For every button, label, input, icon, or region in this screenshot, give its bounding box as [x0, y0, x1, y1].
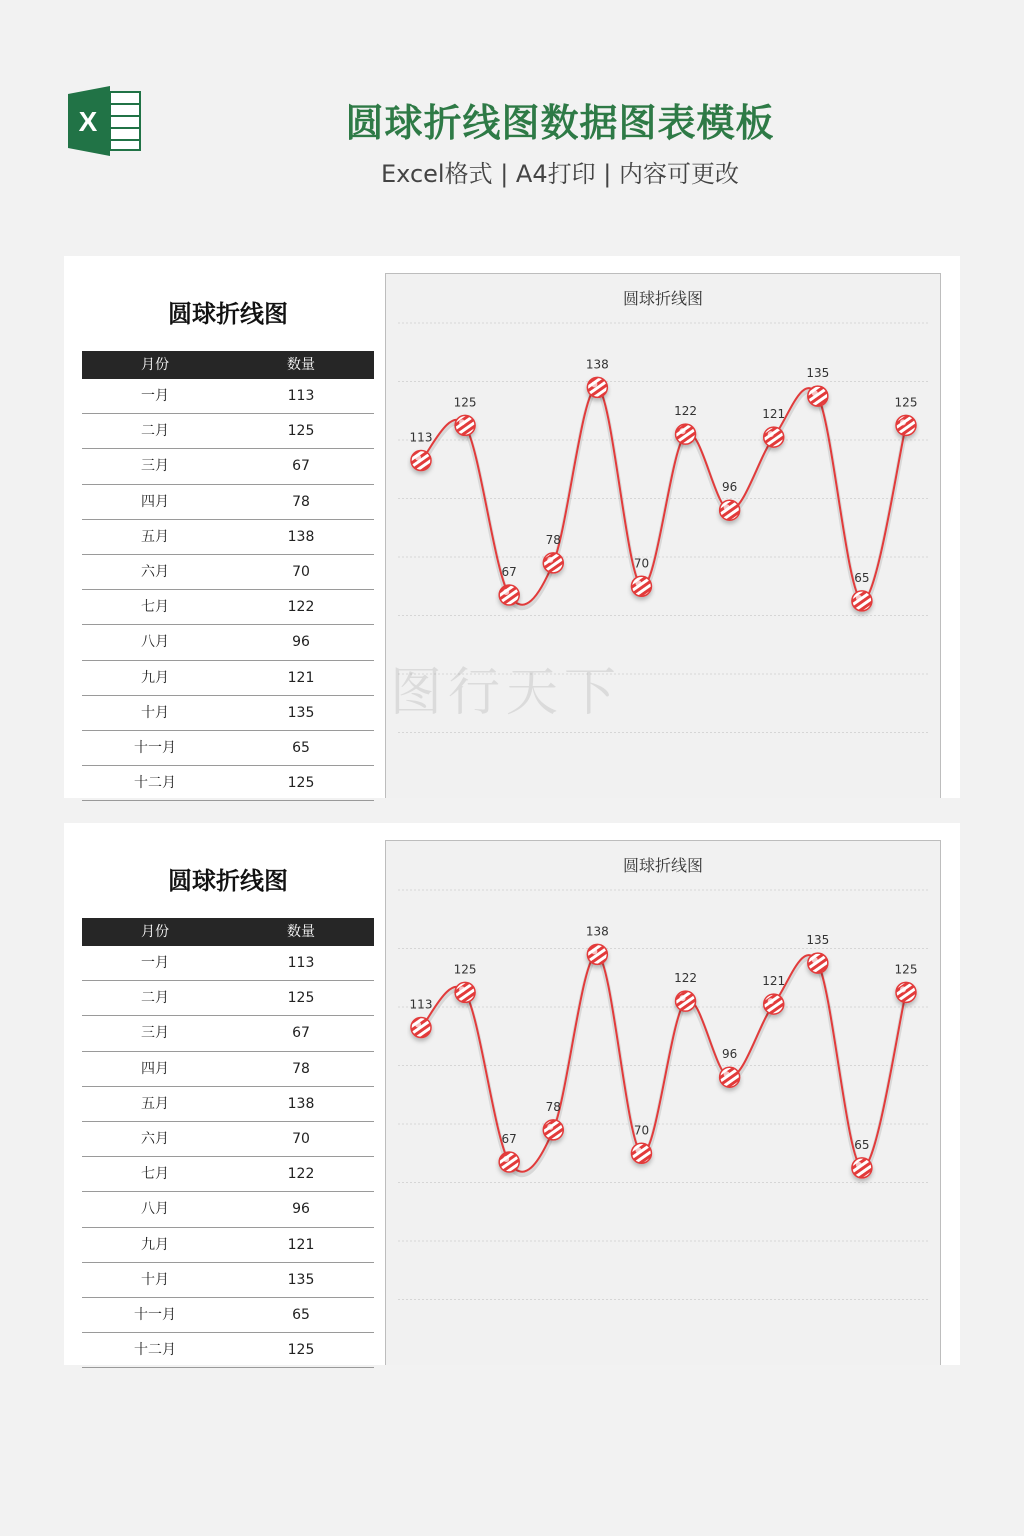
month-cell: 一月 [141, 388, 169, 404]
quantity-cell: 96 [292, 634, 310, 651]
month-cell: 二月 [141, 423, 169, 440]
data-label: 125 [453, 395, 477, 410]
month-cell: 三月 [141, 1025, 169, 1042]
quantity-cell: 138 [287, 1095, 315, 1112]
month-cell: 五月 [141, 528, 169, 545]
series-line [421, 387, 906, 604]
quantity-cell: 67 [292, 1025, 310, 1042]
quantity-cell: 113 [287, 388, 315, 404]
quantity-cell: 135 [287, 1271, 315, 1288]
data-point-marker [676, 424, 696, 444]
table-row [82, 1333, 374, 1368]
month-cell: 四月 [141, 493, 169, 510]
month-cell: 七月 [141, 599, 169, 616]
excel-logo-icon [66, 86, 142, 156]
data-label: 113 [409, 997, 433, 1012]
month-cell: 六月 [141, 563, 169, 580]
data-label: 125 [894, 395, 918, 410]
line-chart [385, 840, 941, 1365]
data-label: 65 [854, 1137, 870, 1152]
month-cell: 四月 [141, 1060, 169, 1077]
quantity-cell: 125 [287, 990, 315, 1007]
quantity-cell: 121 [287, 1236, 315, 1253]
data-point-marker [631, 576, 651, 596]
page-subtitle: Excel格式 | A4打印 | 内容可更改 [381, 160, 739, 188]
table-row [82, 449, 374, 484]
column-header-month: 月份 [141, 357, 169, 373]
watermark: 图行天下 [390, 663, 623, 723]
table-row [82, 1192, 374, 1227]
quantity-cell: 67 [292, 458, 310, 475]
chart-plot [386, 841, 942, 1366]
month-cell: 六月 [141, 1130, 169, 1147]
data-point-marker [764, 427, 784, 447]
table-row [82, 590, 374, 625]
month-cell: 十月 [141, 1271, 169, 1288]
table-row [82, 379, 374, 414]
month-cell: 二月 [141, 990, 169, 1007]
quantity-cell: 125 [287, 423, 315, 440]
table-row [82, 661, 374, 696]
table-row [82, 1087, 374, 1122]
data-point-marker [543, 553, 563, 573]
excel-logo-letter: X [78, 106, 98, 137]
column-header-quantity: 数量 [287, 924, 315, 940]
month-cell: 八月 [141, 634, 169, 651]
table-row [82, 981, 374, 1016]
table-row [82, 1157, 374, 1192]
data-point-marker [499, 585, 519, 605]
quantity-cell: 78 [292, 493, 310, 510]
data-point-marker [896, 982, 916, 1002]
month-cell: 十月 [141, 704, 169, 721]
quantity-cell: 113 [287, 955, 315, 971]
table-row [82, 1052, 374, 1087]
data-point-marker [676, 991, 696, 1011]
column-header-month: 月份 [141, 924, 169, 940]
data-label: 67 [501, 565, 517, 580]
data-table [82, 918, 374, 1359]
table-body [82, 946, 374, 1368]
data-label: 113 [409, 430, 433, 445]
data-point-marker [808, 386, 828, 406]
data-label: 122 [674, 971, 697, 986]
table-title: 圆球折线图 [168, 867, 288, 895]
quantity-cell: 122 [287, 599, 315, 616]
month-cell: 七月 [141, 1166, 169, 1183]
table-row [82, 520, 374, 555]
quantity-cell: 96 [292, 1201, 310, 1218]
data-point-marker [499, 1152, 519, 1172]
data-point-marker [808, 953, 828, 973]
data-point-marker [543, 1120, 563, 1140]
table-row [82, 414, 374, 449]
data-label: 65 [854, 570, 870, 585]
table-row [82, 1122, 374, 1157]
data-label: 121 [762, 407, 786, 422]
data-point-marker [896, 415, 916, 435]
table-row [82, 555, 374, 590]
chart-panel-2 [64, 823, 960, 1365]
data-label: 70 [633, 556, 650, 571]
data-label: 96 [721, 480, 738, 495]
month-cell: 五月 [141, 1095, 169, 1112]
month-cell: 八月 [141, 1201, 169, 1218]
month-cell: 九月 [141, 669, 169, 686]
table-row [82, 1263, 374, 1298]
data-label: 70 [633, 1123, 650, 1138]
data-label: 135 [806, 933, 830, 948]
data-label: 78 [545, 1099, 561, 1114]
table-row [82, 766, 374, 801]
data-label: 138 [585, 924, 609, 939]
table-row [82, 625, 374, 660]
table-row [82, 485, 374, 520]
table-title: 圆球折线图 [168, 300, 288, 328]
data-point-marker [764, 994, 784, 1014]
data-label: 122 [674, 404, 697, 419]
quantity-cell: 65 [292, 739, 310, 756]
data-label: 138 [585, 357, 609, 372]
month-cell: 十二月 [134, 1342, 176, 1359]
month-cell: 一月 [141, 955, 169, 971]
chart-title: 圆球折线图 [622, 289, 703, 308]
month-cell: 十一月 [134, 1306, 176, 1323]
data-label: 125 [453, 962, 477, 977]
data-point-marker [852, 591, 872, 611]
table-header [82, 918, 374, 946]
data-label: 135 [806, 366, 830, 381]
data-point-marker [852, 1158, 872, 1178]
quantity-cell: 122 [287, 1166, 315, 1183]
data-point-marker [720, 500, 740, 520]
data-point-marker [587, 944, 607, 964]
quantity-cell: 125 [287, 1342, 315, 1359]
quantity-cell: 135 [287, 704, 315, 721]
month-cell: 九月 [141, 1236, 169, 1253]
data-label: 78 [545, 532, 561, 547]
data-point-marker [720, 1067, 740, 1087]
page-title: 圆球折线图数据图表模板 [345, 101, 775, 145]
table-header [82, 351, 374, 379]
month-cell: 十一月 [134, 739, 176, 756]
quantity-cell: 65 [292, 1306, 310, 1323]
column-header-quantity: 数量 [287, 357, 315, 373]
data-point-marker [587, 377, 607, 397]
table-row [82, 946, 374, 981]
data-label: 125 [894, 962, 918, 977]
month-cell: 十二月 [134, 775, 176, 792]
table-row [82, 1228, 374, 1263]
data-label: 67 [501, 1132, 517, 1147]
chart-title: 圆球折线图 [622, 856, 703, 875]
data-table [82, 351, 374, 792]
quantity-cell: 138 [287, 528, 315, 545]
data-point-marker [455, 415, 475, 435]
month-cell: 三月 [141, 458, 169, 475]
table-row [82, 696, 374, 731]
table-row [82, 1016, 374, 1051]
quantity-cell: 70 [292, 563, 310, 580]
quantity-cell: 78 [292, 1060, 310, 1077]
data-point-marker [455, 982, 475, 1002]
series-line [421, 954, 906, 1171]
data-point-marker [411, 1017, 431, 1037]
quantity-cell: 125 [287, 775, 315, 792]
data-label: 121 [762, 974, 786, 989]
data-point-marker [631, 1143, 651, 1163]
data-point-marker [411, 450, 431, 470]
quantity-cell: 121 [287, 669, 315, 686]
data-label: 96 [721, 1047, 738, 1062]
table-row [82, 731, 374, 766]
quantity-cell: 70 [292, 1130, 310, 1147]
table-row [82, 1298, 374, 1333]
table-body [82, 379, 374, 801]
